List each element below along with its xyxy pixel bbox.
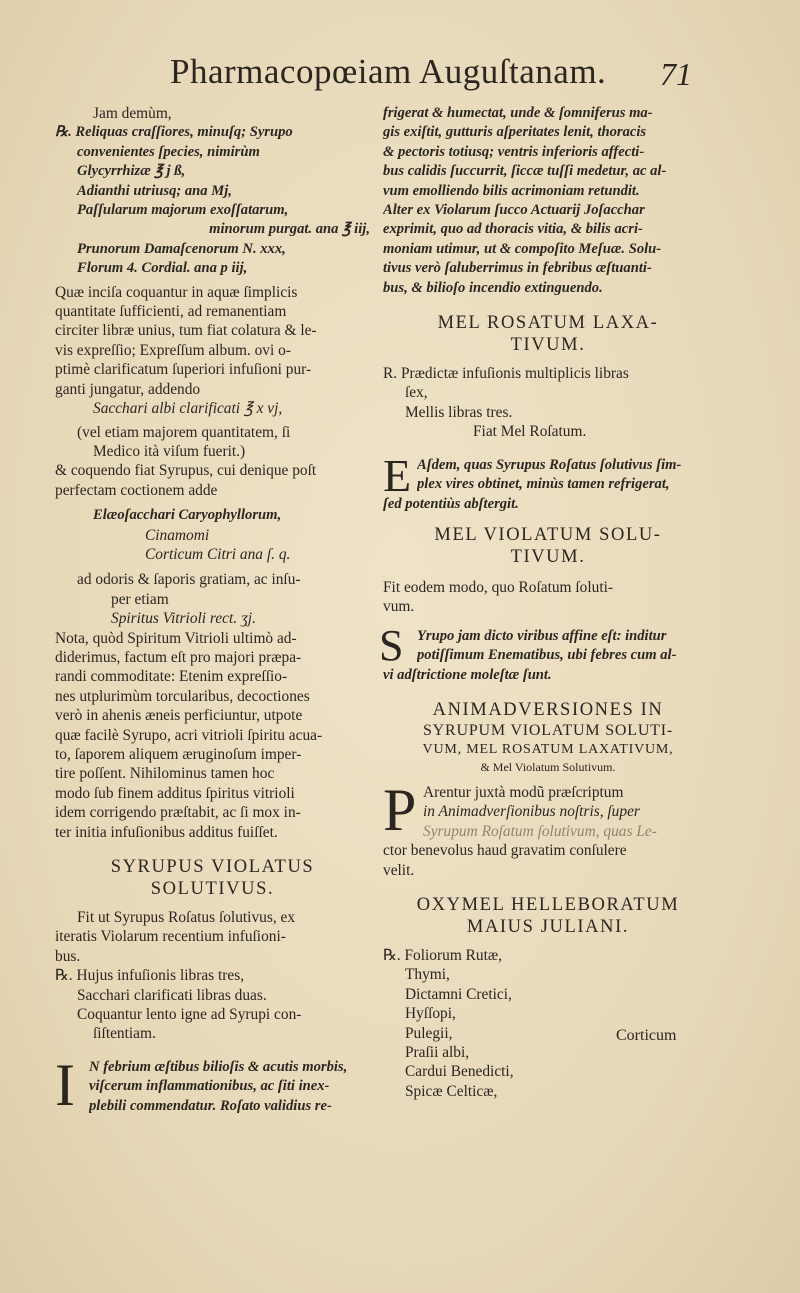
text-line: bus calidis ſuccurrit, ſiccæ tuſſi medetur, ac al- [383,163,667,180]
text-line: plebili commendatur. Roſato validius re- [89,1097,332,1114]
ingredient-line: Elæoſacchari Caryophyllorum, [93,507,282,524]
text-line: vi adſtrictione moleſtæ ſunt. [383,666,552,683]
text-line: Alter ex Violarum ſucco Actuarij Joſacchar [383,202,645,219]
running-header [0,52,800,102]
ingredient-line: Spicæ Celticæ, [405,1082,498,1100]
recipe-line: ℞. Hujus infuſionis libras tres, [55,967,245,985]
text-line: (vel etiam majorem quantitatem, ſi [77,423,291,441]
recipe-line: convenientes ſpecies, nimirùm [77,143,260,160]
recipe-line: ſiſtentiam. [93,1025,156,1043]
section-heading: SYRUPUS VIOLATUS [110,857,315,878]
text-line: randi commoditate: Etenim expreſſio- [55,668,288,686]
text-line: & pectoris totiusq; ventris inferioris affecti- [383,143,645,160]
text-line: idem corrigendo præſtabit, ac ſi mox in- [55,804,301,822]
drop-cap-initial: S [379,620,404,670]
text-line: Medico ità viſum fuerit.) [93,442,246,460]
recipe-line: ℞. Reliquas craſſiores, minuſq; Syrupo [55,124,293,141]
section-subheading: VUM, MEL ROSATUM LAXATIVUM, [422,741,674,757]
running-title: Pharmacopœiam Auguſtanam. [170,52,607,91]
ingredient-line: Spiritus Vitrioli rect. ʒj. [111,610,256,628]
page-number: 71 [660,56,692,92]
text-line: Fit eodem modo, quo Roſatum ſoluti- [383,578,613,596]
ingredient-line: Thymi, [405,966,450,984]
right-column [379,104,713,1101]
recipe-line: Fiat Mel Roſatum. [473,423,587,441]
text-line: quantitate ſufficienti, ad remanentiam [55,303,287,321]
section-heading: OXYMEL HELLEBORATUM [416,894,680,915]
text-line: diderimus, factum eſt pro majori præpa- [55,648,302,666]
text-line: to, ſaporem aliquem æruginoſum imper- [55,746,302,763]
ingredient-line: Glycyrrhizæ ℥ j ß, [77,163,186,180]
text-line: exprimit, quo ad thoracis vitia, & bilis acri- [383,221,643,238]
section-heading: SOLUTIVUS. [150,879,275,900]
section-heading: MEL VIOLATUM SOLU- [434,524,662,545]
drop-cap-initial: P [383,776,417,843]
paragraph-with-initial [383,449,713,501]
text-line: ctor benevolus haud gravatim conſulere [383,842,627,860]
ingredient-line: Florum 4. Cordial. ana p iij, [77,260,248,277]
text-line: modo ſub finem additus ſpiritus vitrioli [55,784,295,802]
ingredient-line: minorum purgat. ana ℥ iij, [209,221,370,238]
ingredient-line: Prunorum Damaſcenorum N. xxx, [77,240,286,257]
section-heading: ANIMADVERSIONES IN [432,699,664,720]
ingredient-line: ℞. Foliorum Rutæ, [383,946,502,964]
ingredient-line: Sacchari albi clarificati ℥ x vj, [93,400,283,418]
text-line: & coquendo fiat Syrupus, cui denique poſt [55,462,317,480]
text-line: bus. [55,947,81,965]
drop-cap-initial: I [55,1051,75,1118]
text-line: N febrium æſtibus bilioſis & acutis morbis, [89,1058,348,1075]
ingredient-line: Hyſſopi, [405,1005,456,1023]
text-line: velit. [383,861,415,879]
text-line: frigerat & humectat, unde & ſomniferus ma- [383,105,653,121]
text-line: moniam utimur, ut & compoſito Meſuæ. Solu- [383,240,662,257]
recipe-line: R. Prædictæ infuſionis multiplicis libras [383,365,629,383]
ingredient-line: Corticum Citri ana ſ. q. [145,545,291,563]
text-line: vum. [383,598,415,616]
text-line: ter initia infuſionibus additus fuiſſet. [55,823,278,841]
text-line: gis exiſtit, gutturis aſperitates lenit, thoracis [383,124,647,141]
section-heading: TIVUM. [510,335,586,356]
text-line: ad odoris & ſaporis gratiam, ac inſu- [77,571,301,589]
recipe-line: Mellis libras tres. [405,403,513,421]
text-line: plex vires obtinet, minùs tamen refrigerat, [417,476,670,493]
text-line: Jam demùm, [93,105,172,122]
text-line: ſed potentiùs abſtergit. [383,495,519,512]
drop-cap-initial: E [383,449,412,501]
section-subheading: & Mel Violatum Solutivum. [480,759,616,774]
text-line: bus, & bilioſo incendio extinguendo. [383,279,603,296]
text-line: tivus verò ſaluberrimus in febribus æſtuanti- [383,260,652,277]
text-line: potiſſimum Enematibus, ubi febres cum al- [417,647,677,664]
ingredient-line: Pulegii, [405,1024,453,1042]
ingredient-line: Paſſularum majorum exoſſatarum, [77,202,289,219]
text-line: tire poſſent. Nihilominus tamen hoc [55,765,275,783]
recipe-line: ſex, [405,384,428,402]
paragraph-with-initial [383,776,713,843]
catchword: Corticum [616,1027,677,1044]
ingredient-line: Dictamni Cretici, [405,985,512,1003]
text-line: per etiam [111,590,169,608]
left-column [55,104,370,1116]
text-line: Quæ inciſa coquantur in aquæ ſimplicis [55,283,298,301]
ingredient-line: Cardui Benedicti, [405,1063,514,1081]
text-line: vis expreſſio; Expreſſum album. ovi o- [55,341,291,359]
text-line: nes utplurimùm torcularibus, decoctiones [55,687,310,705]
ingredient-line: Praſii albi, [405,1044,470,1061]
ingredient-line: Cinamomi [145,526,210,544]
text-line: Fit ut Syrupus Roſatus ſolutivus, ex [77,909,296,927]
recipe-line: Sacchari clarificati libras duas. [77,986,267,1004]
text-line: Nota, quòd Spiritum Vitrioli ultimò ad- [55,629,297,647]
section-heading: TIVUM. [510,546,586,567]
text-line: ganti jungatur, addendo [55,380,201,398]
text-line: circiter libræ unius, tum fiat colatura & le- [55,322,317,340]
text-line: ptimè clarificatum ſuperiori infuſioni pur- [55,361,312,379]
section-heading: MEL ROSATUM LAXA- [437,313,659,334]
paragraph-with-initial [55,1051,370,1118]
paragraph-with-initial [379,620,713,670]
text-line: vum emolliendo bilis acrimoniam retundit. [383,182,640,199]
ingredient-line: Adianthi utriusq; ana Mj, [77,182,232,199]
section-heading: MAIUS JULIANI. [466,916,630,937]
text-line: verò in ahenis æneis perficiuntur, utpote [55,707,303,725]
text-line: iteratis Violarum recentium infuſioni- [55,928,286,946]
text-line: Aſdem, quas Syrupus Roſatus ſolutivus ſim- [417,456,682,473]
text-line: quæ facilè Syrupo, acri vitrioli ſpiritu acua- [55,726,323,744]
text-line: perfectam coctionem adde [55,481,218,499]
recipe-line: Coquantur lento igne ad Syrupi con- [77,1006,302,1024]
text-line: Yrupo jam dicto viribus affine eſt: inditur [417,627,667,644]
text-line: viſcerum inflammationibus, ac ſiti inex- [89,1078,330,1095]
text-line: Syrupum Roſatum ſolutivum, quas Le- [423,822,657,840]
section-subheading: SYRUPUM VIOLATUM SOLUTI- [422,721,674,739]
text-line: in Animadverſionibus noſtris, ſuper [423,803,640,821]
text-line: Arentur juxtà modũ præſcriptum [423,783,624,801]
